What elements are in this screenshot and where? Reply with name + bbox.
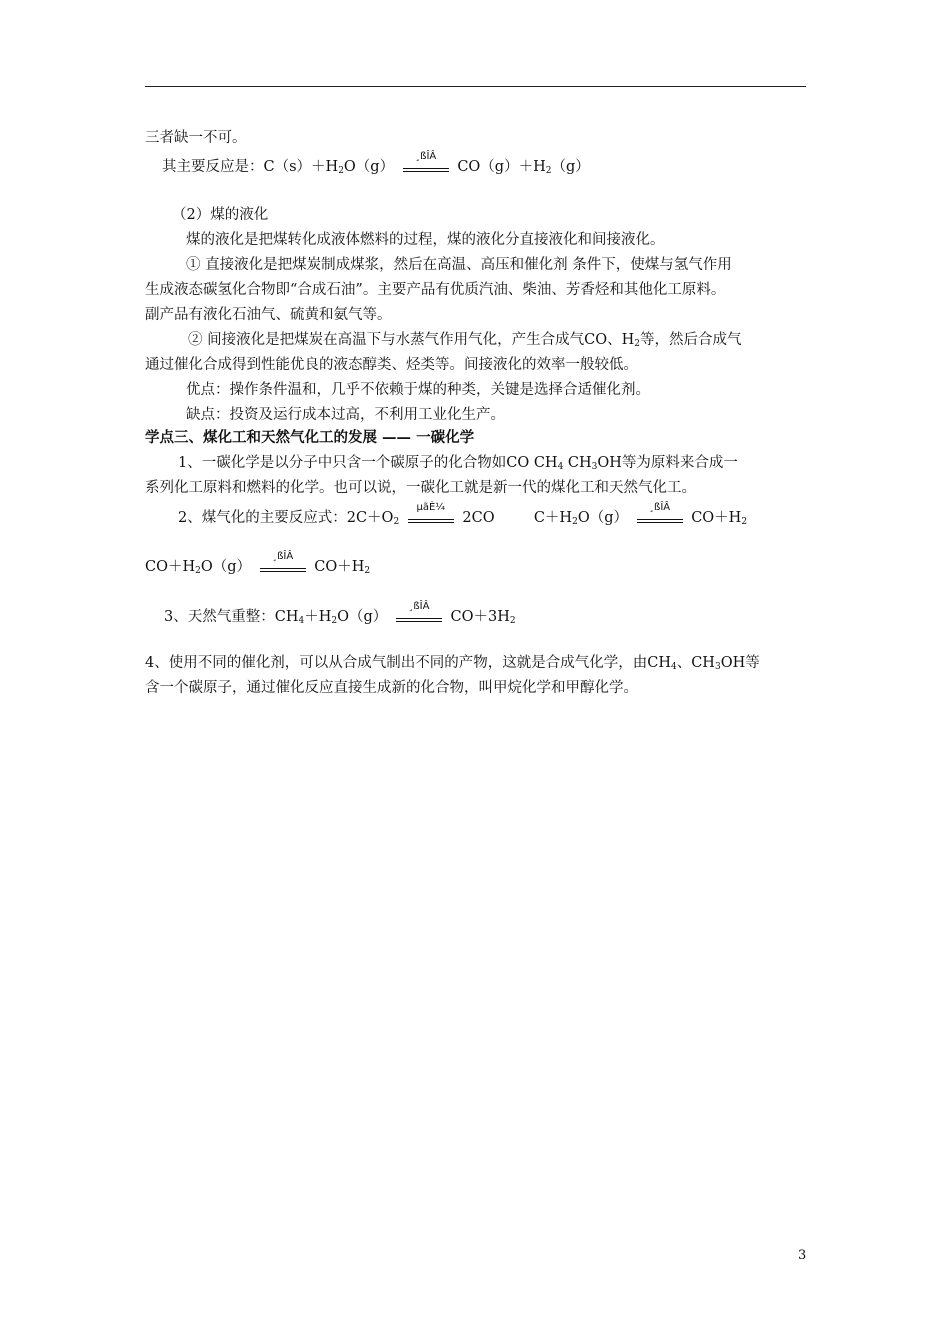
text-line: 三者缺一不可。 bbox=[145, 130, 247, 146]
text-line: ① 直接液化是把煤炭制成煤浆，然后在高温、高压和催化剂 条件下，使煤与氢气作用 bbox=[186, 257, 732, 273]
text-line: 缺点：投资及运行成本过高，不利用工业化生产。 bbox=[186, 407, 505, 423]
reaction-main: 其主要反应是：$C(s)+H_2O(g)$ ¸ßÎÂ $CO(g)+H_2(g)$ bbox=[162, 151, 590, 176]
text-line: 1、一碳化学是以分子中只含一个碳原子的化合物如CO $CH_4$ $CH_3OH$等为原料来合成一 bbox=[178, 455, 738, 472]
subheading-liquefaction: （2）煤的液化 bbox=[172, 207, 269, 223]
reaction-gasification: 2、煤气化的主要反应式：$2C+O_2$ µãÈ¼ 2CO $C+H_2O(g)$ ¸ßÎÂ $CO+H_2$ bbox=[178, 502, 748, 527]
reaction-arrow: ¸ßÎÂ bbox=[396, 607, 442, 627]
reaction-arrow: ¸ßÎÂ bbox=[637, 508, 683, 528]
text-line: 煤的液化是把煤转化成液体燃料的过程，煤的液化分直接液化和间接液化。 bbox=[186, 232, 665, 248]
text-line: 通过催化合成得到性能优良的液态醇类、烃类等。间接液化的效率一般较低。 bbox=[145, 357, 638, 373]
section-heading: 学点三、煤化工和天然气化工的发展 —— 一碳化学 bbox=[145, 429, 475, 446]
text-line: 优点：操作条件温和，几乎不依赖于煤的种类，关键是选择合适催化剂。 bbox=[186, 382, 650, 398]
text-line: 含一个碳原子，通过催化反应直接生成新的化合物，叫甲烷化学和甲醇化学。 bbox=[145, 680, 638, 696]
text-line: 4、使用不同的催化剂，可以从合成气制出不同的产物，这就是合成气化学，由$CH_4$、$CH_3OH$等 bbox=[145, 655, 760, 672]
text-line: 生成液态碳氢化合物即“合成石油”。主要产品有优质汽油、柴油、芳香烃和其他化工原料。 bbox=[145, 282, 726, 298]
reaction-arrow: ¸ßÎÂ bbox=[403, 157, 449, 177]
reaction-shift: $CO+H_2O(g)$ ¸ßÎÂ $CO+H_2$ bbox=[145, 551, 371, 576]
text-line: ② 间接液化是把煤炭在高温下与水蒸气作用气化，产生合成气CO、$H_2$等，然后合成气 bbox=[188, 332, 742, 349]
reaction-reforming: 3、天然气重整：$CH_4+H_2O(g)$ ¸ßÎÂ $CO+3H_2$ bbox=[164, 601, 516, 626]
text-line: 系列化工原料和燃料的化学。也可以说，一碳化工就是新一代的煤化工和天然气化工。 bbox=[145, 480, 696, 496]
header-rule bbox=[145, 86, 806, 87]
reaction-arrow: ¸ßÎÂ bbox=[260, 557, 306, 577]
text-line: 副产品有液化石油气、硫黄和氨气等。 bbox=[145, 307, 392, 323]
page-number: 3 bbox=[798, 1248, 807, 1263]
reaction-arrow: µãÈ¼ bbox=[408, 508, 454, 528]
